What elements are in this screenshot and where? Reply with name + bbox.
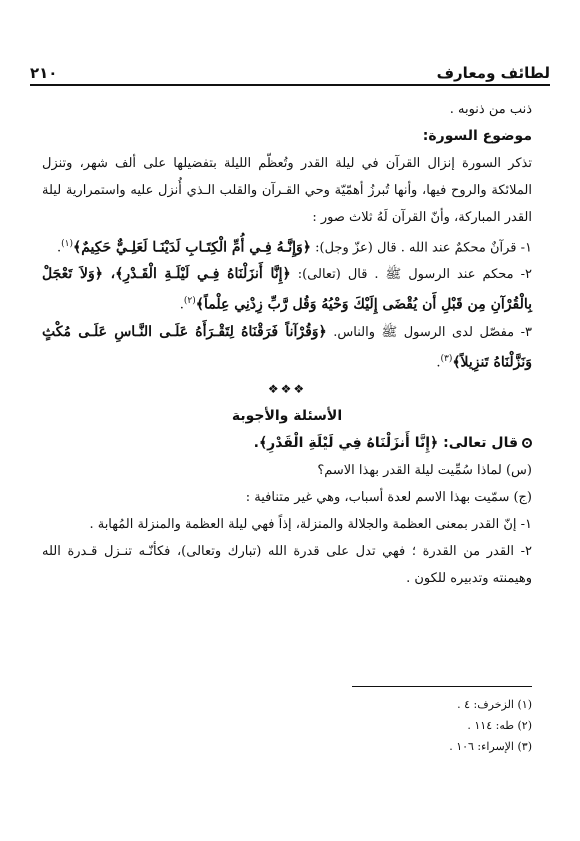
answer-item-1: ١- إنّ القدر بمعنى العظمة والجلالة والمنزلة، إذاً فهي ليلة العظمة والمنزلة المُهابة . bbox=[89, 516, 532, 532]
answer-item-2: ٢- القدر من القدرة ؛ فهي تدل على قدرة الله (تبارك وتعالى)، فكأنّـه تنـزل قـدرة الله وهيمنته وتدبيره للكون . bbox=[42, 543, 532, 586]
qa-heading-verse: ﴿إِنَّا أَنزَلْنَاهُ فِي لَيْلَةِ الْقَدْرِ﴾. bbox=[253, 434, 439, 451]
qa-heading-text: قال تعالى: bbox=[438, 434, 518, 451]
answer: (ج) سمّيت بهذا الاسم لعدة أسباب، وهي غير متنافية : bbox=[245, 489, 532, 505]
footnote-ref-3: (٣) bbox=[440, 353, 453, 364]
footnote-2: (٢) طه: ١١٤ . bbox=[467, 719, 532, 732]
list-item-2 bbox=[42, 261, 532, 318]
intro-line: ذنب من ذنوبه . bbox=[449, 102, 532, 117]
header-rule bbox=[30, 84, 550, 86]
list-item-3 bbox=[42, 319, 532, 376]
quran-verse-1: ﴿وَإِنَّـهُ فِـي أُمِّ الْكِتَـابِ لَدَيْنَـا لَعَلِـيٌّ حَكِيمٌ﴾ bbox=[73, 239, 311, 256]
footnote-rule bbox=[352, 686, 532, 687]
qa-section-title: الأسئلة والأجوبة bbox=[231, 407, 343, 424]
qa-heading bbox=[42, 430, 532, 457]
footnote-3: (٣) الإسراء: ١٠٦ . bbox=[449, 740, 532, 753]
quran-verse-3: ﴿وَقُرْآناً فَرَقْنَاهُ لِتَقْـرَأَهُ عَلَـى النَّـاسِ عَلَـى مُكْثٍ وَنَزَّلْنَاهُ تَنزِيلاً﴾ bbox=[42, 323, 532, 370]
section-separator: ❖❖❖ bbox=[267, 381, 307, 396]
list-item-1-end: . bbox=[57, 240, 62, 256]
list-item-1-text: ١- قرآنٌ محكمٌ عند الله . قال (عزّ وجل): bbox=[310, 240, 532, 256]
footnote-ref-1: (١) bbox=[61, 239, 74, 249]
list-item-3-end: . bbox=[436, 354, 441, 370]
list-item-2-text: ٢- محكم عند الرسول ﷺ . قال (تعالى): bbox=[290, 267, 532, 283]
footnotes bbox=[42, 694, 532, 757]
list-item-1 bbox=[42, 231, 532, 261]
quran-verse-2: ﴿إِنَّا أَنزَلْنَاهُ فِـي لَيْلَـةِ الْقَـدْرِ﴾، ﴿وَلاَ تَعْجَلْ بِالْقُرْآنِ مِن قَبْلِ أَن يُقْضَى إِلَيْكَ وَحْيُهُ وَقُل رَّبِّ زِدْنِي عِلْماً﴾ bbox=[42, 266, 532, 313]
list-item-3-text: ٣- مفصّل لدى الرسول ﷺ والناس. bbox=[326, 324, 532, 340]
footnote-ref-2: (٢) bbox=[183, 296, 196, 307]
section-heading: موضوع السورة: bbox=[422, 128, 532, 144]
page-header bbox=[30, 58, 550, 82]
circle-bullet-icon bbox=[522, 438, 532, 448]
page-number: ٢١٠ bbox=[30, 64, 58, 82]
running-title: لطائف ومعارف bbox=[436, 64, 550, 82]
page-body bbox=[42, 96, 532, 592]
list-item-2-end: . bbox=[179, 297, 184, 313]
question: (س) لماذا سُمِّيت ليلة القدر بهذا الاسم؟ bbox=[317, 462, 532, 478]
footnote-1: (١) الزخرف: ٤ . bbox=[457, 698, 532, 711]
section-paragraph: تذكر السورة إنزال القرآن في ليلة القدر وتُعظّم الليلة بتفضيلها على ألف شهر، وتنزل الملائكة والروح فيها، وأنها تُبرزُ أهمّيّة وحي القـرآن والقلب الـذي أُنزل عليه واستمرارية ليلة القدر المباركة، وأنّ القرآن لَهُ ثلاث صور : bbox=[42, 156, 532, 225]
